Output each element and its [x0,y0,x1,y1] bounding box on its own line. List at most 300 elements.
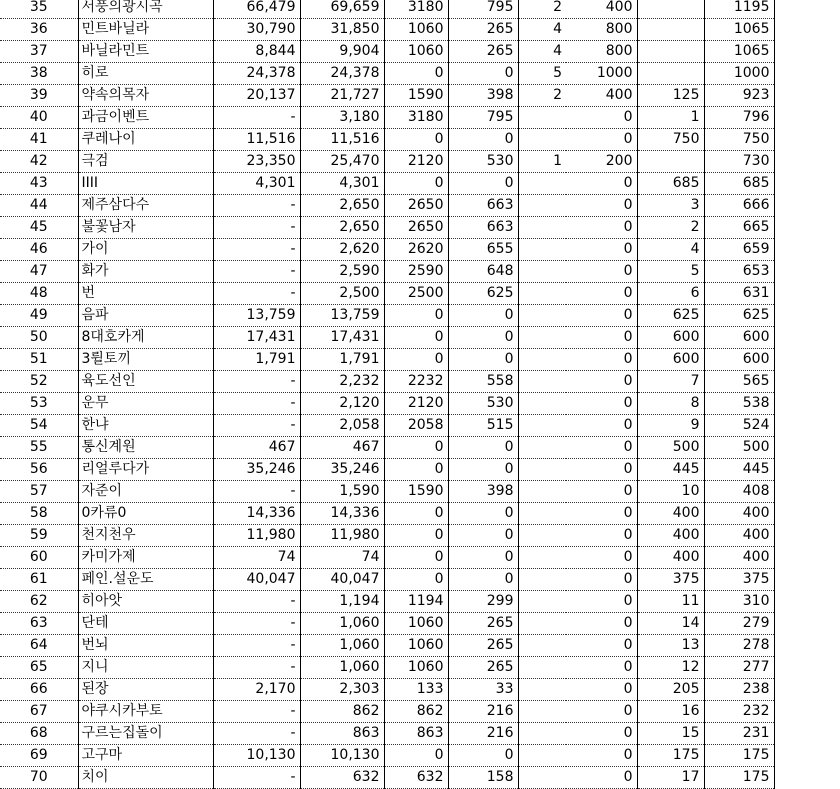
total-cell[interactable]: 1000 [704,63,774,85]
value-c-cell[interactable]: 1060 [384,657,448,679]
count-cell[interactable] [518,613,566,635]
value-d-cell[interactable]: 795 [448,107,518,129]
bonus-cell[interactable]: 3 [637,195,704,217]
name-cell[interactable]: 리얼루다가 [78,459,213,481]
rank-cell[interactable]: 67 [0,701,78,723]
bonus-cell[interactable]: 11 [637,591,704,613]
value-b-cell[interactable]: 14,336 [300,503,384,525]
value-d-cell[interactable]: 515 [448,415,518,437]
value-a-cell[interactable]: - [213,723,300,745]
rank-cell[interactable]: 59 [0,525,78,547]
value-a-cell[interactable]: - [213,195,300,217]
points-cell[interactable]: 0 [566,217,637,239]
points-cell[interactable]: 0 [566,767,637,789]
name-cell[interactable]: 천지천우 [78,525,213,547]
bonus-cell[interactable] [637,151,704,173]
rank-cell[interactable]: 64 [0,635,78,657]
points-cell[interactable]: 0 [566,723,637,745]
value-b-cell[interactable]: 2,120 [300,393,384,415]
bonus-cell[interactable]: 12 [637,657,704,679]
points-cell[interactable]: 0 [566,437,637,459]
value-c-cell[interactable]: 1590 [384,481,448,503]
value-b-cell[interactable]: 25,470 [300,151,384,173]
value-a-cell[interactable]: 2,170 [213,679,300,701]
value-b-cell[interactable]: 74 [300,547,384,569]
value-c-cell[interactable]: 133 [384,679,448,701]
value-d-cell[interactable]: 216 [448,701,518,723]
value-b-cell[interactable]: 24,378 [300,63,384,85]
value-a-cell[interactable]: - [213,107,300,129]
name-cell[interactable]: 약속의목자 [78,85,213,107]
points-cell[interactable]: 0 [566,525,637,547]
total-cell[interactable]: 659 [704,239,774,261]
value-d-cell[interactable]: 265 [448,613,518,635]
name-cell[interactable]: 야쿠시카부토 [78,701,213,723]
count-cell[interactable] [518,481,566,503]
count-cell[interactable] [518,525,566,547]
value-a-cell[interactable]: - [213,657,300,679]
total-cell[interactable]: 600 [704,327,774,349]
name-cell[interactable]: 운무 [78,393,213,415]
points-cell[interactable]: 0 [566,657,637,679]
value-a-cell[interactable]: 11,980 [213,525,300,547]
bonus-cell[interactable]: 375 [637,569,704,591]
count-cell[interactable] [518,569,566,591]
bonus-cell[interactable]: 205 [637,679,704,701]
count-cell[interactable] [518,547,566,569]
value-d-cell[interactable]: 663 [448,217,518,239]
rank-cell[interactable]: 58 [0,503,78,525]
points-cell[interactable]: 0 [566,239,637,261]
count-cell[interactable]: 2 [518,0,566,19]
value-b-cell[interactable]: 1,060 [300,657,384,679]
bonus-cell[interactable] [637,41,704,63]
total-cell[interactable]: 445 [704,459,774,481]
bonus-cell[interactable]: 6 [637,283,704,305]
value-b-cell[interactable]: 2,650 [300,195,384,217]
value-d-cell[interactable]: 0 [448,569,518,591]
rank-cell[interactable]: 57 [0,481,78,503]
name-cell[interactable]: 통신계원 [78,437,213,459]
name-cell[interactable]: 자준이 [78,481,213,503]
points-cell[interactable]: 0 [566,305,637,327]
rank-cell[interactable]: 46 [0,239,78,261]
total-cell[interactable]: 231 [704,723,774,745]
value-d-cell[interactable]: 795 [448,0,518,19]
bonus-cell[interactable]: 17 [637,767,704,789]
value-a-cell[interactable]: - [213,371,300,393]
value-c-cell[interactable]: 1590 [384,85,448,107]
value-b-cell[interactable]: 11,516 [300,129,384,151]
total-cell[interactable]: 408 [704,481,774,503]
name-cell[interactable]: IIII [78,173,213,195]
value-b-cell[interactable]: 17,431 [300,327,384,349]
name-cell[interactable]: 카미가제 [78,547,213,569]
rank-cell[interactable]: 40 [0,107,78,129]
value-a-cell[interactable]: 23,350 [213,151,300,173]
value-a-cell[interactable]: - [213,261,300,283]
value-a-cell[interactable]: - [213,591,300,613]
points-cell[interactable]: 0 [566,173,637,195]
value-b-cell[interactable]: 21,727 [300,85,384,107]
count-cell[interactable] [518,701,566,723]
value-b-cell[interactable]: 2,620 [300,239,384,261]
bonus-cell[interactable]: 500 [637,437,704,459]
rank-cell[interactable]: 52 [0,371,78,393]
value-c-cell[interactable]: 0 [384,327,448,349]
value-b-cell[interactable]: 1,060 [300,613,384,635]
value-a-cell[interactable]: - [213,635,300,657]
value-a-cell[interactable]: 1,791 [213,349,300,371]
bonus-cell[interactable]: 600 [637,349,704,371]
value-b-cell[interactable]: 69,659 [300,0,384,19]
bonus-cell[interactable]: 9 [637,415,704,437]
value-a-cell[interactable]: - [213,613,300,635]
count-cell[interactable] [518,195,566,217]
total-cell[interactable]: 500 [704,437,774,459]
value-d-cell[interactable]: 0 [448,525,518,547]
count-cell[interactable]: 2 [518,85,566,107]
value-b-cell[interactable]: 13,759 [300,305,384,327]
total-cell[interactable]: 685 [704,173,774,195]
value-b-cell[interactable]: 863 [300,723,384,745]
total-cell[interactable]: 278 [704,635,774,657]
total-cell[interactable]: 232 [704,701,774,723]
name-cell[interactable]: 단테 [78,613,213,635]
count-cell[interactable] [518,393,566,415]
points-cell[interactable]: 0 [566,459,637,481]
value-c-cell[interactable]: 0 [384,173,448,195]
value-b-cell[interactable]: 2,232 [300,371,384,393]
value-c-cell[interactable]: 2650 [384,217,448,239]
points-cell[interactable]: 0 [566,129,637,151]
value-d-cell[interactable]: 648 [448,261,518,283]
value-d-cell[interactable]: 265 [448,635,518,657]
value-b-cell[interactable]: 4,301 [300,173,384,195]
value-a-cell[interactable]: 11,516 [213,129,300,151]
total-cell[interactable]: 923 [704,85,774,107]
points-cell[interactable]: 0 [566,415,637,437]
count-cell[interactable] [518,415,566,437]
points-cell[interactable]: 0 [566,261,637,283]
bonus-cell[interactable]: 16 [637,701,704,723]
rank-cell[interactable]: 38 [0,63,78,85]
value-a-cell[interactable]: 8,844 [213,41,300,63]
value-c-cell[interactable]: 632 [384,767,448,789]
rank-cell[interactable]: 35 [0,0,78,19]
bonus-cell[interactable]: 625 [637,305,704,327]
points-cell[interactable]: 0 [566,393,637,415]
value-a-cell[interactable]: 4,301 [213,173,300,195]
value-d-cell[interactable]: 33 [448,679,518,701]
value-a-cell[interactable]: 40,047 [213,569,300,591]
value-c-cell[interactable]: 3180 [384,0,448,19]
bonus-cell[interactable]: 2 [637,217,704,239]
value-c-cell[interactable]: 0 [384,305,448,327]
total-cell[interactable]: 600 [704,349,774,371]
name-cell[interactable]: 음파 [78,305,213,327]
total-cell[interactable]: 750 [704,129,774,151]
points-cell[interactable]: 0 [566,349,637,371]
bonus-cell[interactable]: 750 [637,129,704,151]
bonus-cell[interactable]: 125 [637,85,704,107]
name-cell[interactable]: 가이 [78,239,213,261]
rank-cell[interactable]: 53 [0,393,78,415]
points-cell[interactable]: 200 [566,151,637,173]
value-c-cell[interactable]: 2620 [384,239,448,261]
rank-cell[interactable]: 37 [0,41,78,63]
points-cell[interactable]: 800 [566,41,637,63]
value-c-cell[interactable]: 2120 [384,151,448,173]
value-c-cell[interactable]: 0 [384,349,448,371]
rank-cell[interactable]: 36 [0,19,78,41]
count-cell[interactable] [518,591,566,613]
value-b-cell[interactable]: 632 [300,767,384,789]
value-d-cell[interactable]: 530 [448,393,518,415]
value-b-cell[interactable]: 1,590 [300,481,384,503]
value-b-cell[interactable]: 31,850 [300,19,384,41]
bonus-cell[interactable]: 400 [637,547,704,569]
name-cell[interactable]: 제주삼다수 [78,195,213,217]
rank-cell[interactable]: 60 [0,547,78,569]
value-a-cell[interactable]: 13,759 [213,305,300,327]
total-cell[interactable]: 400 [704,525,774,547]
name-cell[interactable]: 치이 [78,767,213,789]
name-cell[interactable]: 번뇌 [78,635,213,657]
value-c-cell[interactable]: 2650 [384,195,448,217]
value-d-cell[interactable]: 530 [448,151,518,173]
value-d-cell[interactable]: 0 [448,503,518,525]
value-b-cell[interactable]: 2,590 [300,261,384,283]
bonus-cell[interactable]: 7 [637,371,704,393]
value-c-cell[interactable]: 3180 [384,107,448,129]
value-a-cell[interactable]: - [213,481,300,503]
total-cell[interactable]: 565 [704,371,774,393]
count-cell[interactable] [518,217,566,239]
bonus-cell[interactable]: 600 [637,327,704,349]
value-b-cell[interactable]: 1,791 [300,349,384,371]
total-cell[interactable]: 524 [704,415,774,437]
name-cell[interactable]: 화가 [78,261,213,283]
value-d-cell[interactable]: 558 [448,371,518,393]
count-cell[interactable]: 5 [518,63,566,85]
bonus-cell[interactable]: 1 [637,107,704,129]
bonus-cell[interactable] [637,19,704,41]
value-a-cell[interactable]: 66,479 [213,0,300,19]
value-a-cell[interactable]: 14,336 [213,503,300,525]
value-d-cell[interactable]: 0 [448,745,518,767]
name-cell[interactable]: 3륄토끼 [78,349,213,371]
value-c-cell[interactable]: 0 [384,129,448,151]
value-c-cell[interactable]: 0 [384,459,448,481]
value-d-cell[interactable]: 158 [448,767,518,789]
bonus-cell[interactable]: 685 [637,173,704,195]
value-c-cell[interactable]: 0 [384,63,448,85]
count-cell[interactable] [518,635,566,657]
name-cell[interactable]: 극검 [78,151,213,173]
points-cell[interactable]: 0 [566,613,637,635]
value-d-cell[interactable]: 299 [448,591,518,613]
rank-cell[interactable]: 51 [0,349,78,371]
count-cell[interactable]: 4 [518,19,566,41]
value-a-cell[interactable]: 74 [213,547,300,569]
count-cell[interactable] [518,349,566,371]
value-c-cell[interactable]: 863 [384,723,448,745]
bonus-cell[interactable]: 5 [637,261,704,283]
name-cell[interactable]: 8대호카게 [78,327,213,349]
count-cell[interactable] [518,679,566,701]
value-b-cell[interactable]: 467 [300,437,384,459]
count-cell[interactable] [518,459,566,481]
value-b-cell[interactable]: 40,047 [300,569,384,591]
value-d-cell[interactable]: 0 [448,437,518,459]
rank-cell[interactable]: 41 [0,129,78,151]
value-c-cell[interactable]: 0 [384,569,448,591]
name-cell[interactable]: 한냐 [78,415,213,437]
rank-cell[interactable]: 63 [0,613,78,635]
value-a-cell[interactable]: 20,137 [213,85,300,107]
count-cell[interactable] [518,261,566,283]
points-cell[interactable]: 0 [566,745,637,767]
points-cell[interactable]: 1000 [566,63,637,85]
rank-cell[interactable]: 48 [0,283,78,305]
name-cell[interactable]: 민트바닐라 [78,19,213,41]
bonus-cell[interactable]: 10 [637,481,704,503]
value-a-cell[interactable]: - [213,393,300,415]
rank-cell[interactable]: 50 [0,327,78,349]
rank-cell[interactable]: 62 [0,591,78,613]
value-c-cell[interactable]: 0 [384,503,448,525]
total-cell[interactable]: 1195 [704,0,774,19]
count-cell[interactable] [518,437,566,459]
value-c-cell[interactable]: 1194 [384,591,448,613]
value-b-cell[interactable]: 1,060 [300,635,384,657]
value-c-cell[interactable]: 1060 [384,635,448,657]
rank-cell[interactable]: 47 [0,261,78,283]
count-cell[interactable] [518,657,566,679]
value-b-cell[interactable]: 11,980 [300,525,384,547]
value-a-cell[interactable]: - [213,239,300,261]
total-cell[interactable]: 279 [704,613,774,635]
count-cell[interactable] [518,239,566,261]
value-d-cell[interactable]: 0 [448,459,518,481]
count-cell[interactable] [518,371,566,393]
count-cell[interactable] [518,283,566,305]
count-cell[interactable] [518,129,566,151]
total-cell[interactable]: 730 [704,151,774,173]
name-cell[interactable]: 구르는집돌이 [78,723,213,745]
value-a-cell[interactable]: 30,790 [213,19,300,41]
value-d-cell[interactable]: 0 [448,547,518,569]
name-cell[interactable]: 된장 [78,679,213,701]
value-d-cell[interactable]: 0 [448,305,518,327]
count-cell[interactable] [518,503,566,525]
rank-cell[interactable]: 54 [0,415,78,437]
value-c-cell[interactable]: 0 [384,525,448,547]
value-a-cell[interactable]: - [213,767,300,789]
value-b-cell[interactable]: 2,650 [300,217,384,239]
points-cell[interactable]: 0 [566,371,637,393]
rank-cell[interactable]: 65 [0,657,78,679]
name-cell[interactable]: 번 [78,283,213,305]
value-a-cell[interactable]: - [213,283,300,305]
total-cell[interactable]: 310 [704,591,774,613]
value-d-cell[interactable]: 663 [448,195,518,217]
value-c-cell[interactable]: 0 [384,437,448,459]
value-d-cell[interactable]: 398 [448,85,518,107]
name-cell[interactable]: 쿠레나이 [78,129,213,151]
name-cell[interactable]: 육도선인 [78,371,213,393]
value-c-cell[interactable]: 0 [384,547,448,569]
total-cell[interactable]: 277 [704,657,774,679]
value-c-cell[interactable]: 1060 [384,41,448,63]
value-c-cell[interactable]: 1060 [384,613,448,635]
bonus-cell[interactable]: 400 [637,525,704,547]
value-d-cell[interactable]: 655 [448,239,518,261]
bonus-cell[interactable]: 4 [637,239,704,261]
name-cell[interactable]: 히로 [78,63,213,85]
count-cell[interactable]: 4 [518,41,566,63]
value-a-cell[interactable]: 35,246 [213,459,300,481]
bonus-cell[interactable]: 14 [637,613,704,635]
value-b-cell[interactable]: 35,246 [300,459,384,481]
value-c-cell[interactable]: 2500 [384,283,448,305]
rank-cell[interactable]: 42 [0,151,78,173]
total-cell[interactable]: 1065 [704,19,774,41]
total-cell[interactable]: 238 [704,679,774,701]
bonus-cell[interactable]: 445 [637,459,704,481]
bonus-cell[interactable]: 13 [637,635,704,657]
value-c-cell[interactable]: 2590 [384,261,448,283]
value-b-cell[interactable]: 862 [300,701,384,723]
name-cell[interactable]: 지니 [78,657,213,679]
total-cell[interactable]: 631 [704,283,774,305]
rank-cell[interactable]: 66 [0,679,78,701]
rank-cell[interactable]: 45 [0,217,78,239]
value-d-cell[interactable]: 625 [448,283,518,305]
count-cell[interactable]: 1 [518,151,566,173]
value-a-cell[interactable]: 24,378 [213,63,300,85]
bonus-cell[interactable] [637,63,704,85]
rank-cell[interactable]: 55 [0,437,78,459]
value-b-cell[interactable]: 9,904 [300,41,384,63]
points-cell[interactable]: 0 [566,283,637,305]
count-cell[interactable] [518,305,566,327]
rank-cell[interactable]: 49 [0,305,78,327]
value-c-cell[interactable]: 2120 [384,393,448,415]
rank-cell[interactable]: 68 [0,723,78,745]
rank-cell[interactable]: 61 [0,569,78,591]
value-d-cell[interactable]: 265 [448,41,518,63]
value-d-cell[interactable]: 0 [448,349,518,371]
points-cell[interactable]: 400 [566,85,637,107]
points-cell[interactable]: 0 [566,569,637,591]
value-c-cell[interactable]: 0 [384,745,448,767]
value-b-cell[interactable]: 3,180 [300,107,384,129]
rank-cell[interactable]: 69 [0,745,78,767]
total-cell[interactable]: 175 [704,767,774,789]
points-cell[interactable]: 800 [566,19,637,41]
total-cell[interactable]: 653 [704,261,774,283]
value-d-cell[interactable]: 0 [448,173,518,195]
value-d-cell[interactable]: 0 [448,327,518,349]
name-cell[interactable]: 히아앗 [78,591,213,613]
points-cell[interactable]: 0 [566,701,637,723]
points-cell[interactable]: 0 [566,591,637,613]
total-cell[interactable]: 1065 [704,41,774,63]
points-cell[interactable]: 0 [566,195,637,217]
value-d-cell[interactable]: 0 [448,129,518,151]
